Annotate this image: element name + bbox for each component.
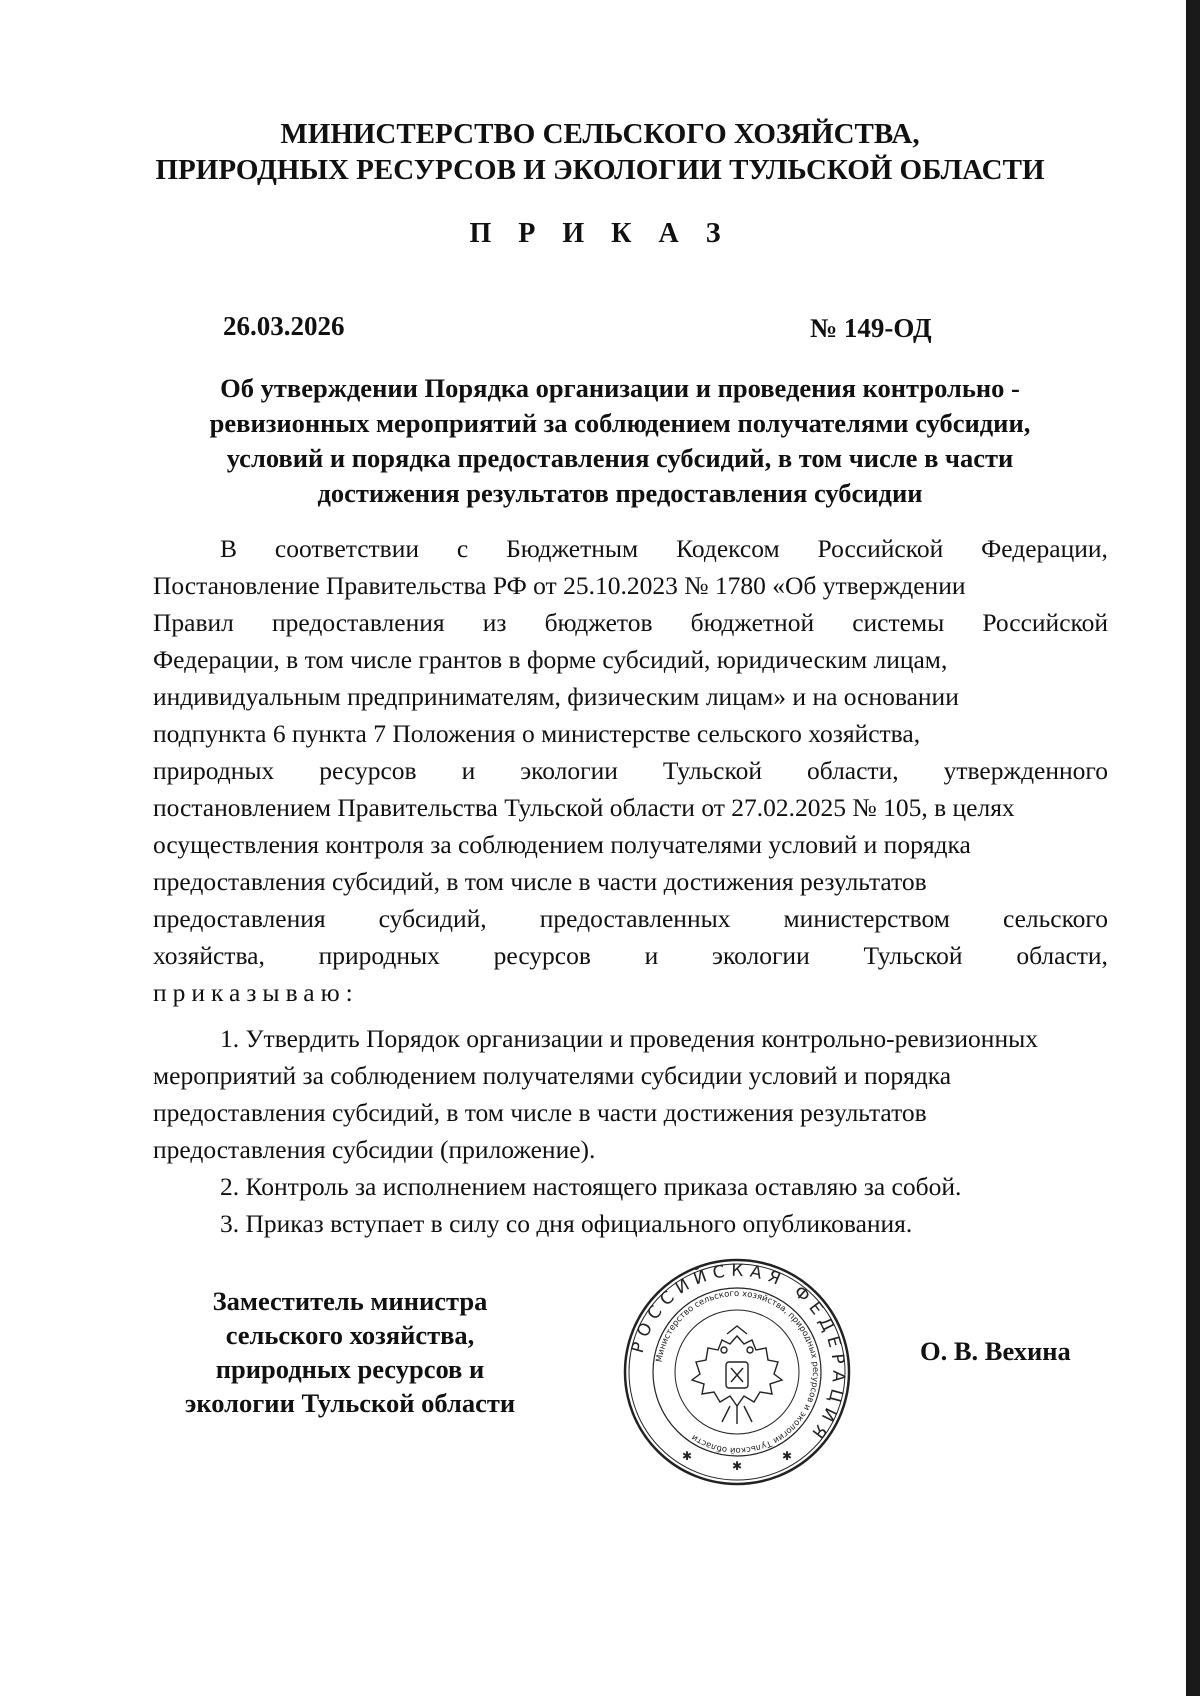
preamble-line-9: осуществления контроля за соблюдением получателями условий и порядка [153, 830, 971, 859]
seal-inner-text: Министерство сельского хозяйства, природных ресурсов и экологии Тульской области [654, 1288, 821, 1456]
order-items [153, 1020, 1121, 1242]
word: Бюджетным [506, 534, 639, 563]
word: Тульской [863, 941, 963, 970]
preamble-line-3 [153, 604, 1108, 641]
word: В [220, 534, 238, 563]
word: ресурсов [493, 941, 591, 970]
word: Тульской [662, 756, 762, 785]
word: экологии [520, 756, 618, 785]
word: природных [153, 756, 275, 785]
seal-star-icon: ✱ [732, 1459, 743, 1473]
item-2: 2. Контроль за исполнением настоящего приказа оставляю за собой. [220, 1172, 962, 1201]
word: Российской [817, 534, 944, 563]
double-headed-eagle-icon [692, 1326, 782, 1424]
word: Кодексом [676, 534, 780, 563]
preamble-line-11 [153, 900, 1108, 937]
title-line: Об утверждении Порядка организации и проведения контрольно - [220, 373, 1020, 403]
preamble-line-7 [153, 752, 1108, 789]
word: предоставления [272, 608, 445, 637]
preamble-line-1 [153, 530, 1108, 567]
title-line: достижения результатов предоставления субсидии [317, 478, 923, 508]
item-3: 3. Приказ вступает в силу со дня официального опубликования. [220, 1209, 913, 1238]
ministry-header [0, 116, 1200, 188]
seal-star-icon: ✱ [782, 1449, 793, 1463]
word: субсидий, [378, 904, 487, 933]
word: области, [1016, 941, 1108, 970]
order-verb: приказываю: [153, 978, 359, 1007]
signatory-position [160, 1284, 540, 1420]
seal-star-icon: ✱ [682, 1449, 693, 1463]
word: из [482, 608, 507, 637]
preamble [153, 530, 1108, 1011]
official-seal [622, 1256, 852, 1488]
word: бюджетов [544, 608, 653, 637]
item-1-line-2: мероприятий за соблюдением получателями субсидии условий и порядка [153, 1061, 952, 1090]
title-line: условий и порядка предоставления субсидий, в том числе в части [226, 443, 1014, 473]
preamble-line-8: постановлением Правительства Тульской области от 27.02.2025 № 105, в целях [153, 793, 1015, 822]
word: предоставленных [539, 904, 731, 933]
document-number: № 149-ОД [810, 313, 932, 343]
preamble-line-12 [153, 937, 1108, 974]
word: экологии [712, 941, 810, 970]
word: предоставления [153, 904, 326, 933]
position-line: экологии Тульской области [184, 1388, 516, 1418]
seal-outer-text: РОССИЙСКАЯ ФЕДЕРАЦИЯ [627, 1260, 849, 1447]
scan-edge [1186, 0, 1200, 1696]
word: сельского [1002, 904, 1108, 933]
word: Правил [153, 608, 234, 637]
word: утвержденного [943, 756, 1108, 785]
signatory-name: О. В. Вехина [920, 1336, 1071, 1366]
document-title [160, 371, 1080, 511]
word: Российской [982, 608, 1108, 637]
document-date: 26.03.2026 [223, 311, 345, 341]
document-type: П Р И К А З [469, 218, 731, 249]
word: и [461, 756, 476, 785]
preamble-line-6: подпункта 6 пункта 7 Положения о министерстве сельского хозяйства, [153, 719, 921, 748]
word: природных [318, 941, 440, 970]
item-1-line-4: предоставления субсидии (приложение). [153, 1135, 596, 1164]
preamble-line-5: индивидуальным предпринимателям, физическим лицам» и на основании [153, 682, 959, 711]
word: бюджетной [690, 608, 815, 637]
word: министерством [783, 904, 950, 933]
word: и [644, 941, 659, 970]
title-line: ревизионных мероприятий за соблюдением получателями субсидии, [209, 408, 1031, 438]
position-line: природных ресурсов и [215, 1354, 485, 1384]
item-1-line-1: 1. Утвердить Порядок организации и проведения контрольно-ревизионных [220, 1024, 1038, 1053]
word: соответствии [274, 534, 420, 563]
preamble-line-10: предоставления субсидий, в том числе в части достижения результатов [153, 867, 927, 896]
ministry-line-2: ПРИРОДНЫХ РЕСУРСОВ И ЭКОЛОГИИ ТУЛЬСКОЙ ОБЛАСТИ [155, 154, 1045, 186]
ministry-line-1: МИНИСТЕРСТВО СЕЛЬСКОГО ХОЗЯЙСТВА, [280, 118, 920, 150]
seal-middle-ring [653, 1288, 821, 1456]
word: системы [852, 608, 945, 637]
word: ресурсов [319, 756, 417, 785]
preamble-line-4: Федерации, в том числе грантов в форме субсидий, юридическим лицам, [153, 645, 948, 674]
word: Федерации, [981, 534, 1108, 563]
word: с [456, 534, 469, 563]
word: хозяйства, [153, 941, 265, 970]
word: области, [806, 756, 899, 785]
item-1-line-3: предоставления субсидий, в том числе в части достижения результатов [153, 1098, 927, 1127]
position-line: сельского хозяйства, [225, 1320, 475, 1350]
position-line: Заместитель министра [212, 1286, 488, 1316]
preamble-line-2: Постановление Правительства РФ от 25.10.2023 № 1780 «Об утверждении [153, 571, 966, 600]
